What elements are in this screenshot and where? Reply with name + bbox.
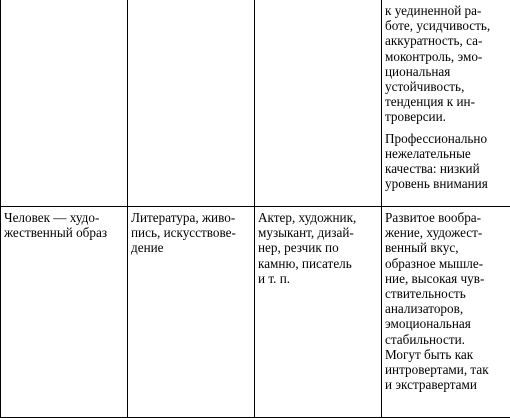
cell-sphere-empty: [1, 0, 128, 207]
text-line: эмоциональная: [385, 316, 506, 331]
table-row: [1, 0, 510, 207]
cell-professions-empty: [255, 0, 382, 207]
cell-professions: [255, 207, 382, 418]
text-line: Актер, художник,: [258, 210, 377, 225]
cell-subject-empty: [128, 0, 255, 207]
cell-subject: [128, 207, 255, 418]
text-line: уровень внимания: [385, 176, 506, 191]
text-line: ствительность: [385, 286, 506, 301]
undesirable-qualities-paragraph: [385, 131, 506, 192]
cell-sphere: [1, 207, 128, 418]
cell-qualities: [382, 207, 510, 418]
text-line: и т. п.: [258, 271, 377, 286]
text-line: Литература, живо-: [131, 210, 250, 225]
text-line: анализаторов,: [385, 301, 506, 316]
text-line: троверсии.: [385, 109, 506, 124]
text-line: интровертами, так: [385, 362, 506, 377]
text-line: венный вкус,: [385, 240, 506, 255]
text-line: тенденция к ин-: [385, 94, 506, 109]
text-line: ние, высокая чув-: [385, 271, 506, 286]
text-line: циональная: [385, 64, 506, 79]
text-line: дение: [131, 240, 250, 255]
text-line: качества: низкий: [385, 161, 506, 176]
text-line: Могут быть как: [385, 347, 506, 362]
text-line: и экстравертами: [385, 377, 506, 392]
text-line: аккуратность, са-: [385, 33, 506, 48]
text-line: жение, художест-: [385, 225, 506, 240]
qualities-paragraph: [385, 3, 506, 125]
text-line: Профессионально: [385, 131, 506, 146]
cell-qualities: [382, 0, 510, 207]
text-line: образное мышле-: [385, 256, 506, 271]
text-line: жественный образ: [4, 225, 123, 240]
text-line: пись, искусствове-: [131, 225, 250, 240]
text-line: музыкант, дизай-: [258, 225, 377, 240]
text-line: камню, писатель: [258, 256, 377, 271]
text-line: к уединенной ра-: [385, 3, 506, 18]
text-line: нежелательные: [385, 146, 506, 161]
table-row: [1, 207, 510, 418]
text-line: стабильности.: [385, 332, 506, 347]
text-line: Человек — худо-: [4, 210, 123, 225]
text-line: устойчивость,: [385, 79, 506, 94]
text-line: нер, резчик по: [258, 240, 377, 255]
text-line: Развитое вообра-: [385, 210, 506, 225]
text-line: боте, усидчивость,: [385, 18, 506, 33]
text-line: моконтроль, эмо-: [385, 49, 506, 64]
